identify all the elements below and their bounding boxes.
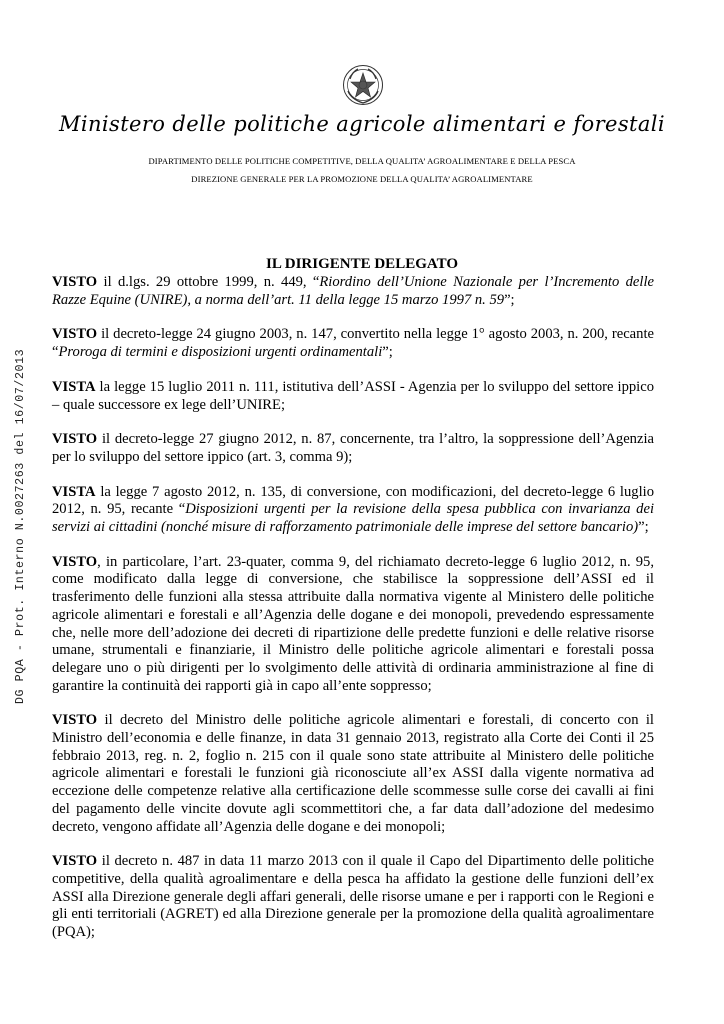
- paragraph-text: il decreto n. 487 in data 11 marzo 2013 con il quale il Capo del Dipartimento delle politiche competitive, della qualità agroalimentare e della pesca ha affidato la gestione delle funzioni dell’ex ASSI alla Direzione generale degli affari generali, delle risorse umane e per i rapporti con le Regioni e gli enti territoriali (AGRET) ed alla Direzione generale per la promozione della qualità agroalimentare (PQA);: [52, 853, 654, 941]
- paragraph-keyword: VISTO: [52, 553, 98, 570]
- paragraph: [52, 554, 654, 696]
- paragraph-keyword: VISTO: [52, 274, 98, 290]
- paragraph: [52, 712, 654, 836]
- paragraph-text: il decreto-legge 24 giugno 2003, n. 147, convertito nella legge 1° agosto 2003, n. 200, recante “: [52, 326, 654, 361]
- paragraph-text-end: ”;: [382, 344, 393, 361]
- paragraph: [52, 274, 654, 309]
- document-title: IL DIRIGENTE DELEGATO: [265, 256, 458, 272]
- direction-name: DIREZIONE GENERALE PER LA PROMOZIONE DELLA QUALITA’ AGROALIMENTARE: [191, 174, 533, 184]
- italian-republic-emblem-icon: [342, 64, 384, 106]
- paragraph-italic: Riordino dell’Unione Nazionale per l’Incremento delle Razze Equine (UNIRE), a norma dell’art. 11 della legge 15 marzo 1997 n. 59: [52, 274, 654, 308]
- paragraph: [52, 379, 654, 414]
- paragraph-keyword: VISTO: [52, 326, 98, 343]
- protocol-stamp: DG PQA - Prot. Interno N.0027263 del 16/07/2013: [14, 348, 27, 704]
- ministry-name: Ministero delle politiche agricole alimentari e forestali: [58, 112, 666, 136]
- paragraph-text-end: ”;: [638, 519, 649, 536]
- paragraph-keyword: VISTO: [52, 712, 98, 729]
- paragraph-text: , in particolare, l’art. 23-quater, comma 9, del richiamato decreto-legge 6 luglio 2012, n. 95, come modificato dalla legge di conversione, che stabilisce la soppressione dell’ASSI ed il trasferimento delle funzioni alla stessa attribuite dalla normativa vigente al Ministero delle politiche agricole alimentari e forestali e all’Agenzia delle dogane e dei monopoli, prevedendo espressamente che, nelle more dell’adozione dei decreti di ripartizione delle predette funzioni e delle relative risorse umane, strumentali e finanziarie, il Ministro delle politiche agricole alimentari e forestali possa delegare uno o più dirigenti per lo svolgimento delle attività di ordinaria amministrazione al fine di garantire la continuità dei rapporti già in capo all’ente soppresso;: [52, 553, 654, 694]
- paragraph: [52, 853, 654, 942]
- paragraph-text-end: ”;: [504, 291, 515, 308]
- paragraph-italic: Disposizioni urgenti per la revisione della spesa pubblica con invarianza dei servizi ai cittadini (nonché misure di rafforzamento patrimoniale delle imprese del settore bancario): [52, 501, 654, 536]
- paragraph: [52, 326, 654, 361]
- paragraph-keyword: VISTO: [52, 853, 98, 870]
- paragraph: [52, 431, 654, 466]
- department-name: DIPARTIMENTO DELLE POLITICHE COMPETITIVE, DELLA QUALITA’ AGROALIMENTARE E DELLA PESCA: [148, 156, 576, 166]
- paragraph-keyword: VISTA: [52, 483, 96, 500]
- paragraph-text: il decreto del Ministro delle politiche agricole alimentari e forestali, di concerto con il Ministro dell’economia e delle finanze, in data 31 gennaio 2013, registrato alla Corte dei Conti il 25 febbraio 2013, reg. n. 2, foglio n. 215 con il quale sono state attribuite al Ministero delle politiche agricole alimentari e forestali le funzioni già riconosciute all’ex ASSI dalla vigente normativa ad eccezione delle competenze relative alla certificazione delle scommesse sulle corse dei cavalli ai fini del pagamento delle vincite dovute agli scommettitori che, a far data dall’adozione del medesimo decreto, vengono affidate all’Agenzia delle dogane e dei monopoli;: [52, 712, 654, 835]
- paragraph-keyword: VISTO: [52, 431, 98, 448]
- document-body: [52, 274, 654, 959]
- paragraph-text: il decreto-legge 27 giugno 2012, n. 87, concernente, tra l’altro, la soppressione dell’Agenzia per lo sviluppo del settore ippico (art. 3, comma 9);: [52, 431, 654, 465]
- paragraph-text: il d.lgs. 29 ottobre 1999, n. 449, “: [97, 274, 320, 290]
- paragraph-keyword: VISTA: [52, 378, 96, 395]
- paragraph: [52, 484, 654, 537]
- paragraph-text: la legge 15 luglio 2011 n. 111, istitutiva dell’ASSI - Agenzia per lo sviluppo del settore ippico – quale successore ex lege dell’UNIRE;: [52, 378, 654, 413]
- paragraph-italic: Proroga di termini e disposizioni urgenti ordinamentali: [58, 344, 383, 361]
- paragraph-text: la legge 7 agosto 2012, n. 135, di conversione, con modificazioni, del decreto-legge 6 luglio 2012, n. 95, recante “: [52, 483, 654, 518]
